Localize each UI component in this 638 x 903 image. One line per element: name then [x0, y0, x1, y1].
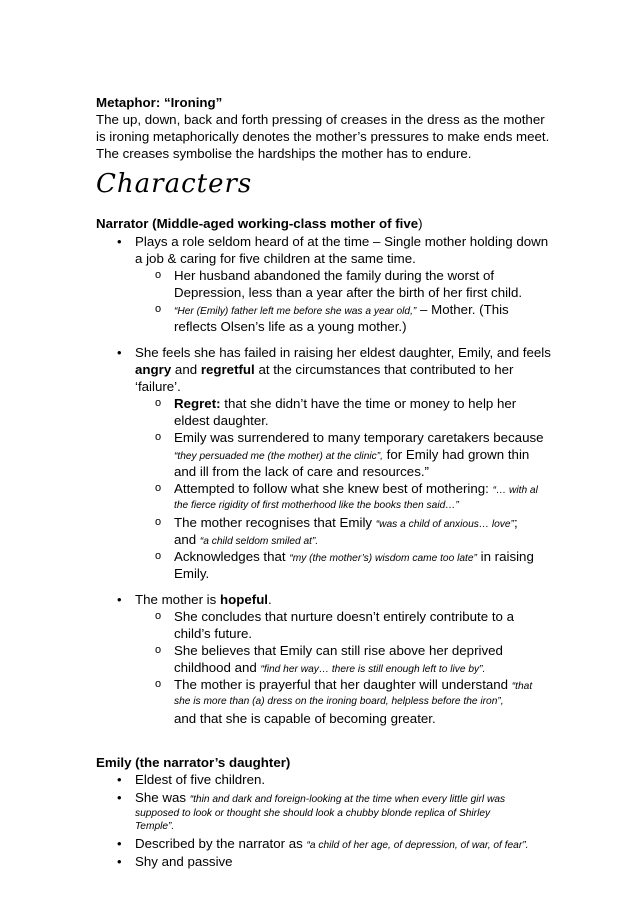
- sub-bullet-icon: o: [155, 644, 162, 656]
- narrator-b1-s1-line1: Her husband abandoned the family during the worst of: [174, 268, 495, 283]
- narrator-heading-tail: ): [418, 216, 423, 231]
- quote: “… with al: [492, 485, 538, 496]
- narrator-b2-line3: ‘failure’.: [135, 379, 181, 394]
- sub-bullet-icon: o: [155, 678, 162, 690]
- emily-b2-line2: supposed to look or thought she should look a chubby blonde replica of Shirley: [135, 808, 491, 819]
- emphasis-hopeful: hopeful: [220, 592, 269, 607]
- narrator-b3-line1: [135, 591, 272, 608]
- text-tail: for Emily had grown thin: [386, 447, 530, 462]
- text: The mother recognises that Emily: [174, 515, 373, 530]
- narrator-b3-s2-line1: She believes that Emily can still rise above her deprived: [174, 643, 503, 658]
- text-tail: at the circumstances that contributed to her: [258, 362, 514, 377]
- text-tail: that she didn’t have the time or money to help her: [224, 396, 517, 411]
- characters-heading: Characters: [96, 169, 253, 199]
- sub-bullet-icon: o: [155, 269, 162, 281]
- metaphor-title: Metaphor: “Ironing”: [96, 95, 223, 110]
- emphasis-regret: Regret:: [174, 396, 221, 411]
- narrator-heading-bold: Narrator (Middle-aged working-class mother of five: [96, 216, 419, 231]
- emily-b2-line3: Temple”.: [135, 821, 175, 832]
- bullet-icon: •: [117, 772, 122, 787]
- narrator-b2-line1: She feels she has failed in raising her eldest daughter, Emily, and feels: [135, 345, 551, 360]
- text: She was: [135, 790, 186, 805]
- text: Described by the narrator as: [135, 836, 303, 851]
- text: The mother is prayerful that her daughter will understand: [174, 677, 509, 692]
- quote: “my (the mother’s) wisdom came too late”: [289, 553, 477, 564]
- narrator-b1-s2-quote: “Her (Emily) father left me before she was a year old,”: [174, 306, 417, 317]
- sub-bullet-icon: o: [155, 431, 162, 443]
- metaphor-line-1: The up, down, back and forth pressing of creases in the dress as the mother: [96, 112, 545, 127]
- bullet-icon: •: [117, 592, 122, 607]
- metaphor-line-2: is ironing metaphorically denotes the mother’s pressures to make ends meet.: [96, 129, 550, 144]
- narrator-b2-line2: [135, 361, 513, 378]
- text-tail: .: [268, 592, 272, 607]
- narrator-b2-s2-line3: and ill from the lack of care and resources.”: [174, 464, 429, 479]
- quote: “a child of her age, of depression, of war, of fear”.: [306, 840, 529, 851]
- sub-bullet-icon: o: [155, 516, 162, 528]
- sub-bullet-icon: o: [155, 482, 162, 494]
- emily-b4: Shy and passive: [135, 854, 233, 869]
- narrator-b1-line2: a job & caring for five children at the same time.: [135, 251, 416, 266]
- narrator-b3-s3-line3: and that she is capable of becoming greater.: [174, 711, 436, 726]
- sub-bullet-icon: o: [155, 610, 162, 622]
- emphasis-regretful: regretful: [200, 362, 255, 377]
- emily-heading: Emily (the narrator’s daughter): [96, 755, 291, 770]
- narrator-b1-s2-line2: reflects Olsen’s life as a young mother.): [174, 319, 407, 334]
- quote: “was a child of anxious… love”: [375, 519, 514, 530]
- quote: “that: [511, 681, 533, 692]
- narrator-b2-s5-line2: Emily.: [174, 566, 210, 581]
- sub-bullet-icon: o: [155, 550, 162, 562]
- narrator-b1-s1-line2: Depression, less than a year after the birth of her first child.: [174, 285, 523, 300]
- bullet-icon: •: [117, 836, 122, 851]
- sub-bullet-icon: o: [155, 303, 162, 315]
- text: childhood and: [174, 660, 257, 675]
- text-tail: ;: [513, 515, 518, 530]
- text: Attempted to follow what she knew best of mothering:: [174, 481, 489, 496]
- metaphor-line-3: The creases symbolise the hardships the mother has to endure.: [96, 146, 472, 161]
- narrator-b2-s5-line1: [174, 548, 534, 567]
- quote: “they persuaded me (the mother) at the clinic”,: [174, 451, 383, 462]
- text: The mother is: [135, 592, 217, 607]
- bullet-icon: •: [117, 345, 122, 360]
- sub-bullet-icon: o: [155, 397, 162, 409]
- bullet-icon: •: [117, 854, 122, 869]
- narrator-b1-s2-tail: – Mother. (This: [420, 302, 509, 317]
- text: and: [174, 532, 197, 547]
- text: Acknowledges that: [174, 549, 286, 564]
- narrator-b3-s1-line1: She concludes that nurture doesn’t entirely contribute to a: [174, 609, 515, 624]
- quote: “find her way… there is still enough left to live by”.: [260, 664, 486, 675]
- narrator-heading: [96, 215, 423, 232]
- text-and: and: [174, 362, 198, 377]
- bullet-icon: •: [117, 234, 122, 249]
- narrator-b3-s1-line2: child’s future.: [174, 626, 253, 641]
- narrator-b2-s3-line2: the fierce rigidity of first motherhood like the books then said…”: [174, 500, 459, 511]
- emily-b1: Eldest of five children.: [135, 772, 266, 787]
- quote: “thin and dark and foreign-looking at the time when every little girl was: [189, 794, 506, 805]
- narrator-b1-line1: Plays a role seldom heard of at the time – Single mother holding down: [135, 234, 549, 249]
- narrator-b2-s1-line1: [174, 395, 516, 412]
- emphasis-angry: angry: [135, 362, 172, 377]
- narrator-b2-s1-line2: eldest daughter.: [174, 413, 269, 428]
- emily-b3: [135, 835, 528, 854]
- narrator-b2-s2-line1: Emily was surrendered to many temporary caretakers because: [174, 430, 544, 445]
- narrator-b3-s3-line2: she is more than (a) dress on the ironing board, helpless before the iron”,: [174, 696, 504, 707]
- quote: “a child seldom smiled at”.: [199, 536, 319, 547]
- bullet-icon: •: [117, 790, 122, 805]
- text-tail: in raising: [480, 549, 534, 564]
